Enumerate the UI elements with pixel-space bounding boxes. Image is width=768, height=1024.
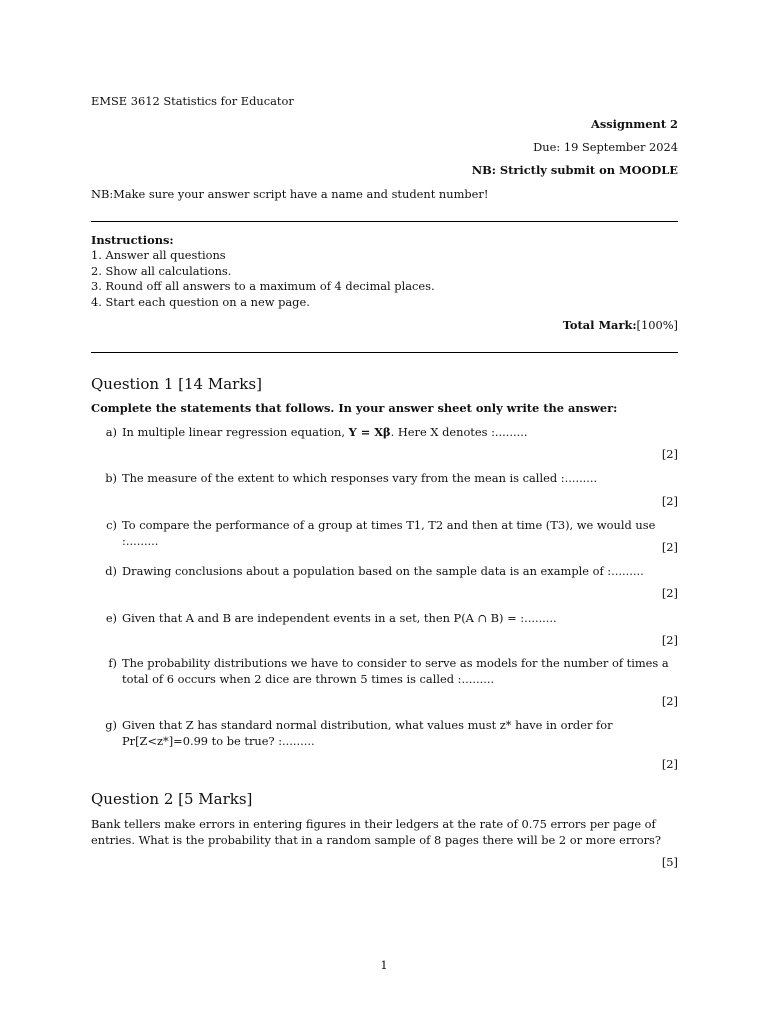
mark-q2: [5] (661, 855, 678, 869)
instructions-title: Instructions: (91, 233, 174, 247)
divider-top (91, 221, 678, 222)
total-mark (563, 318, 678, 333)
item-label: a) (105, 425, 117, 439)
document-page (91, 0, 678, 1024)
total-mark-value: [100%] (636, 318, 678, 332)
mark-c: [2] (661, 540, 678, 554)
mark-f: [2] (661, 694, 678, 708)
item-math: Y = Xβ (348, 425, 391, 439)
mark-d: [2] (661, 586, 678, 600)
mark-e: [2] (661, 633, 678, 647)
page-number: 1 (380, 958, 388, 972)
question-1-title: Question 1 [14 Marks] (91, 375, 262, 393)
item-text: Given that Z has standard normal distribution, what values must z* have in order for Pr[Z<z*]=0.99 to be true? :......... (122, 718, 613, 748)
item-text: Given that A and B are independent events in a set, then P(A ∩ B) = :......... (122, 611, 557, 625)
mark-g: [2] (661, 757, 678, 771)
divider-bottom (91, 352, 678, 353)
course-title: EMSE 3612 Statistics for Educator (91, 94, 294, 108)
item-label: c) (106, 518, 117, 532)
item-text: In multiple linear regression equation, Y = Xβ. Here X denotes :......... (122, 425, 528, 439)
mark-b: [2] (661, 494, 678, 508)
total-mark-label: Total Mark: (562, 318, 637, 332)
question-2-text: Bank tellers make errors in entering figures in their ledgers at the rate of 0.75 errors per page of entries. What is the probability that in a random sample of 8 pages there will be 2 or more errors? (91, 817, 662, 847)
nb-name-note: NB:Make sure your answer script have a name and student number! (91, 187, 489, 201)
item-text: The probability distributions we have to consider to serve as models for the number of times a total of 6 occurs when 2 dice are thrown 5 times is called :......... (122, 656, 669, 686)
item-label: b) (105, 471, 117, 485)
item-label: e) (105, 611, 117, 625)
item-text: Drawing conclusions about a population based on the sample data is an example of :......... (122, 564, 644, 578)
item-label: f) (108, 656, 117, 670)
instruction-2: 2. Show all calculations. (91, 264, 232, 278)
due-date: Due: 19 September 2024 (533, 140, 678, 154)
item-label: g) (105, 718, 117, 732)
assignment-title: Assignment 2 (591, 117, 678, 131)
item-label: d) (105, 564, 117, 578)
mark-a: [2] (661, 447, 678, 461)
question-2-title: Question 2 [5 Marks] (91, 790, 253, 808)
nb-moodle: NB: Strictly submit on MOODLE (471, 163, 678, 177)
instruction-3: 3. Round off all answers to a maximum of 4 decimal places. (91, 279, 435, 293)
item-text: To compare the performance of a group at times T1, T2 and then at time (T3), we would use :......... (122, 518, 656, 548)
item-text: The measure of the extent to which responses vary from the mean is called :......... (122, 471, 598, 485)
instruction-1: 1. Answer all questions (91, 248, 226, 262)
instruction-4: 4. Start each question on a new page. (91, 295, 310, 309)
question-1-prompt: Complete the statements that follows. In your answer sheet only write the answer: (91, 401, 618, 415)
